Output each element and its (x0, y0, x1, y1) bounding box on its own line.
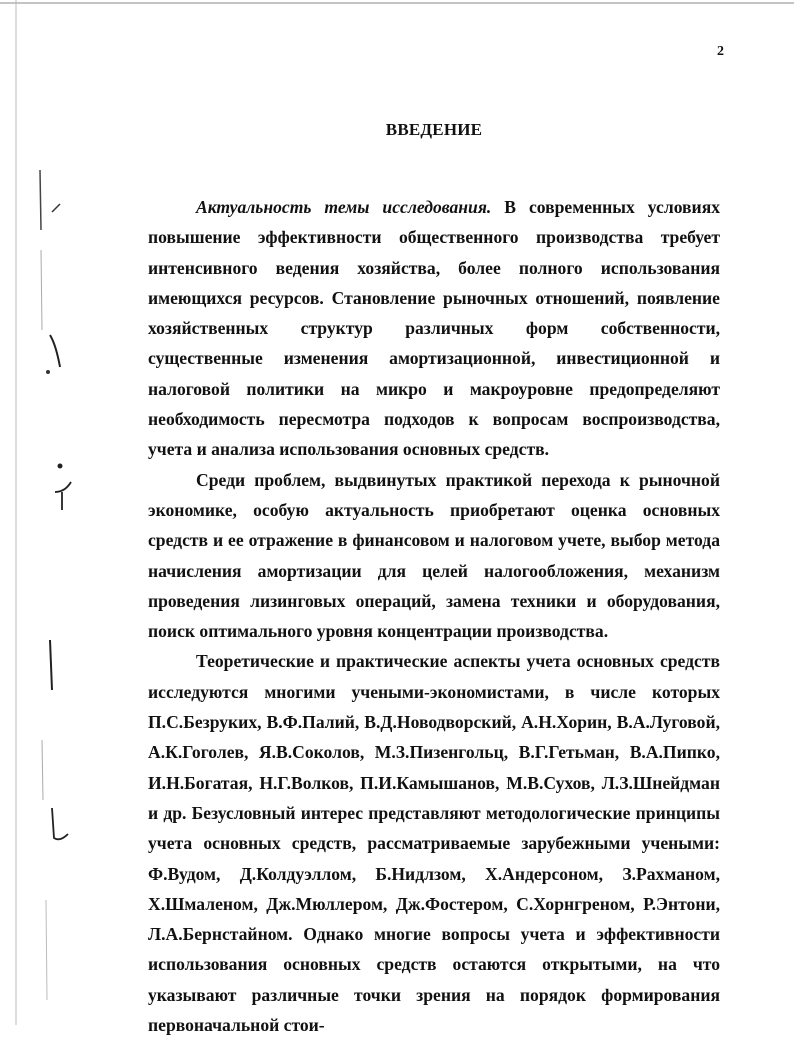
scan-top-edge (0, 0, 794, 20)
paragraph-lead-in: Актуальность темы исследования. (196, 197, 492, 217)
paragraph-text: Среди проблем, выдвинутых практикой перехода к рыночной экономике, особую актуальность приобретают оценка основных средств и ее отражение в финансовом и налоговом учете, выбор метода начисления амортизации для целей налогообложения, механизм проведения лизинговых операций, замена техники и оборудования, поиск оптимального уровня концентрации производства. (148, 469, 720, 642)
paragraph-text: В современных условиях повышение эффективности общественного производства требует интенсивного ведения хозяйства, более полного использования имеющихся ресурсов. Становление рыночных отношений, появление хозяйственных структур различных форм собственности, существенные изменения амортизационной, инвестиционной и налоговой политики на микро и макроуровне предопределяют необходимость пересмотра подходов к вопросам воспроизводства, учета и анализа использования основных средств. (148, 197, 721, 460)
paragraph-2 (148, 465, 720, 647)
paragraph-3 (148, 646, 720, 1040)
page-number: 2 (717, 44, 724, 59)
body-text (148, 192, 720, 1040)
paragraph-1 (148, 192, 720, 465)
section-heading: ВВЕДЕНИЕ (385, 120, 483, 139)
scan-binding-artifacts (0, 0, 80, 1025)
paragraph-text: Теоретические и практические аспекты учета основных средств исследуются многими учеными-экономистами, в числе которых П.С.Безруких, В.Ф.Палий, В.Д.Новодворский, А.Н.Хорин, В.А.Луговой, А.К.Гоголев, Я.В.Соколов, М.З.Пизенгольц, В.Г.Гетьман, В.А.Пипко, И.Н.Богатая, Н.Г.Волков, П.И.Камышанов, М.В.Сухов, Л.З.Шнейдман и др. Безусловный интерес представляют методологические принципы учета основных средств, рассматриваемые зарубежными учеными: Ф.Вудом, Д.Колдуэллом, Б.Нидлзом, Х.Андерсоном, З.Рахманом, Х.Шмаленом, Дж.Мюллером, Дж.Фостером, С.Хорнгреном, Р.Энтони, Л.А.Бернстайном. Однако многие вопросы учета и эффективности использования основных средств остаются открытыми, на что указывают различные точки зрения на порядок формирования первоначальной стои- (148, 651, 720, 1036)
